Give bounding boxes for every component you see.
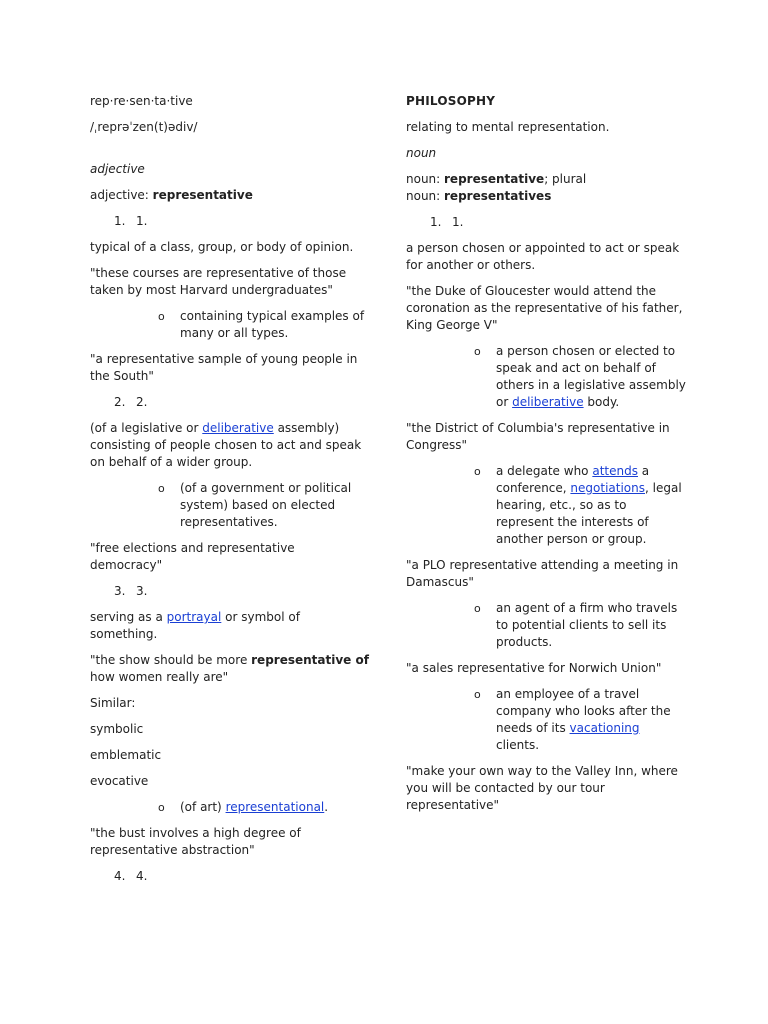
phonetic-transcription: /ˌreprəˈzen(t)ədiv/ [90, 120, 198, 134]
noun-example-2: "the District of Columbia's representative in Congress" [406, 421, 670, 452]
noun-example-5: "make your own way to the Valley Inn, where you will be contacted by our tour representative" [406, 764, 678, 812]
synonym-emblematic: emblematic [90, 748, 162, 762]
definition-3: serving as a portrayal or symbol of something. [90, 610, 300, 641]
noun-sub-sense-3: o an agent of a firm who travels to potential clients to sell its products. [474, 601, 678, 649]
sub-sense-2: o (of a government or political system) based on elected representatives. [158, 481, 352, 529]
link-deliberative[interactable]: deliberative [202, 421, 274, 435]
sense-number-1: 1. 1. [114, 214, 148, 228]
synonym-evocative: evocative [90, 774, 149, 788]
definition-1: typical of a class, group, or body of opinion. [90, 240, 354, 254]
bullet-icon: o [158, 482, 165, 495]
sub-sense-1: o containing typical examples of many or all types. [158, 309, 365, 340]
noun-sub-sense-2: o a delegate who attends a conference, negotiations, legal hearing, etc., so as to represent the interests of another person or group. [474, 464, 682, 546]
link-representational[interactable]: representational [225, 800, 325, 814]
bullet-icon: o [158, 310, 165, 323]
field-label: PHILOSOPHY [406, 94, 496, 108]
bullet-icon: o [474, 688, 481, 701]
sense-number-2: 2. 2. [114, 395, 148, 409]
example-2: "free elections and representative democracy" [90, 541, 295, 572]
noun-example-3: "a PLO representative attending a meeting in Damascus" [406, 558, 679, 589]
noun-example-4: "a sales representative for Norwich Union" [406, 661, 662, 675]
similar-label: Similar: [90, 696, 136, 710]
example-3b: "the bust involves a high degree of representative abstraction" [90, 826, 301, 857]
sense-number-4: 4. 4. [114, 869, 148, 883]
sub-sense-3: o (of art) representational. [158, 800, 329, 814]
sense-number-3: 3. 3. [114, 584, 148, 598]
part-of-speech-noun: noun [406, 146, 437, 160]
example-3: "the show should be more representative of how women really are" [90, 653, 369, 684]
noun-forms: noun: representative; plural noun: representatives [406, 172, 587, 203]
link-attends[interactable]: attends [592, 464, 638, 478]
definition-2: (of a legislative or deliberative assembly) consisting of people chosen to act and speak on behalf of a wider group. [90, 421, 362, 469]
field-definition: relating to mental representation. [406, 120, 610, 134]
left-column [90, 93, 370, 894]
part-of-speech: adjective [90, 162, 145, 176]
link-negotiations[interactable]: negotiations [570, 481, 645, 495]
noun-sub-sense-1: o a person chosen or elected to speak and act on behalf of others in a legislative assembly or deliberative body. [474, 344, 686, 409]
noun-sense-number-1: 1. 1. [430, 215, 464, 229]
bullet-icon: o [474, 465, 481, 478]
noun-definition-1: a person chosen or appointed to act or speak for another or others. [406, 241, 680, 272]
example-1: "these courses are representative of those taken by most Harvard undergraduates" [90, 266, 347, 297]
link-portrayal[interactable]: portrayal [166, 610, 222, 624]
noun-sub-sense-4: o an employee of a travel company who looks after the needs of its vacationing clients. [474, 687, 671, 752]
pos-headword: adjective: representative [90, 188, 253, 202]
noun-example-1: "the Duke of Gloucester would attend the coronation as the representative of his father, King George V" [406, 284, 683, 332]
right-column [406, 93, 686, 823]
bullet-icon: o [158, 801, 165, 814]
link-vacationing[interactable]: vacationing [569, 721, 640, 735]
synonym-symbolic: symbolic [90, 722, 144, 736]
example-1b: "a representative sample of young people in the South" [90, 352, 358, 383]
bullet-icon: o [474, 345, 481, 358]
link-deliberative[interactable]: deliberative [512, 395, 584, 409]
pronunciation: rep·re·sen·ta·tive [90, 94, 193, 108]
bullet-icon: o [474, 602, 481, 615]
